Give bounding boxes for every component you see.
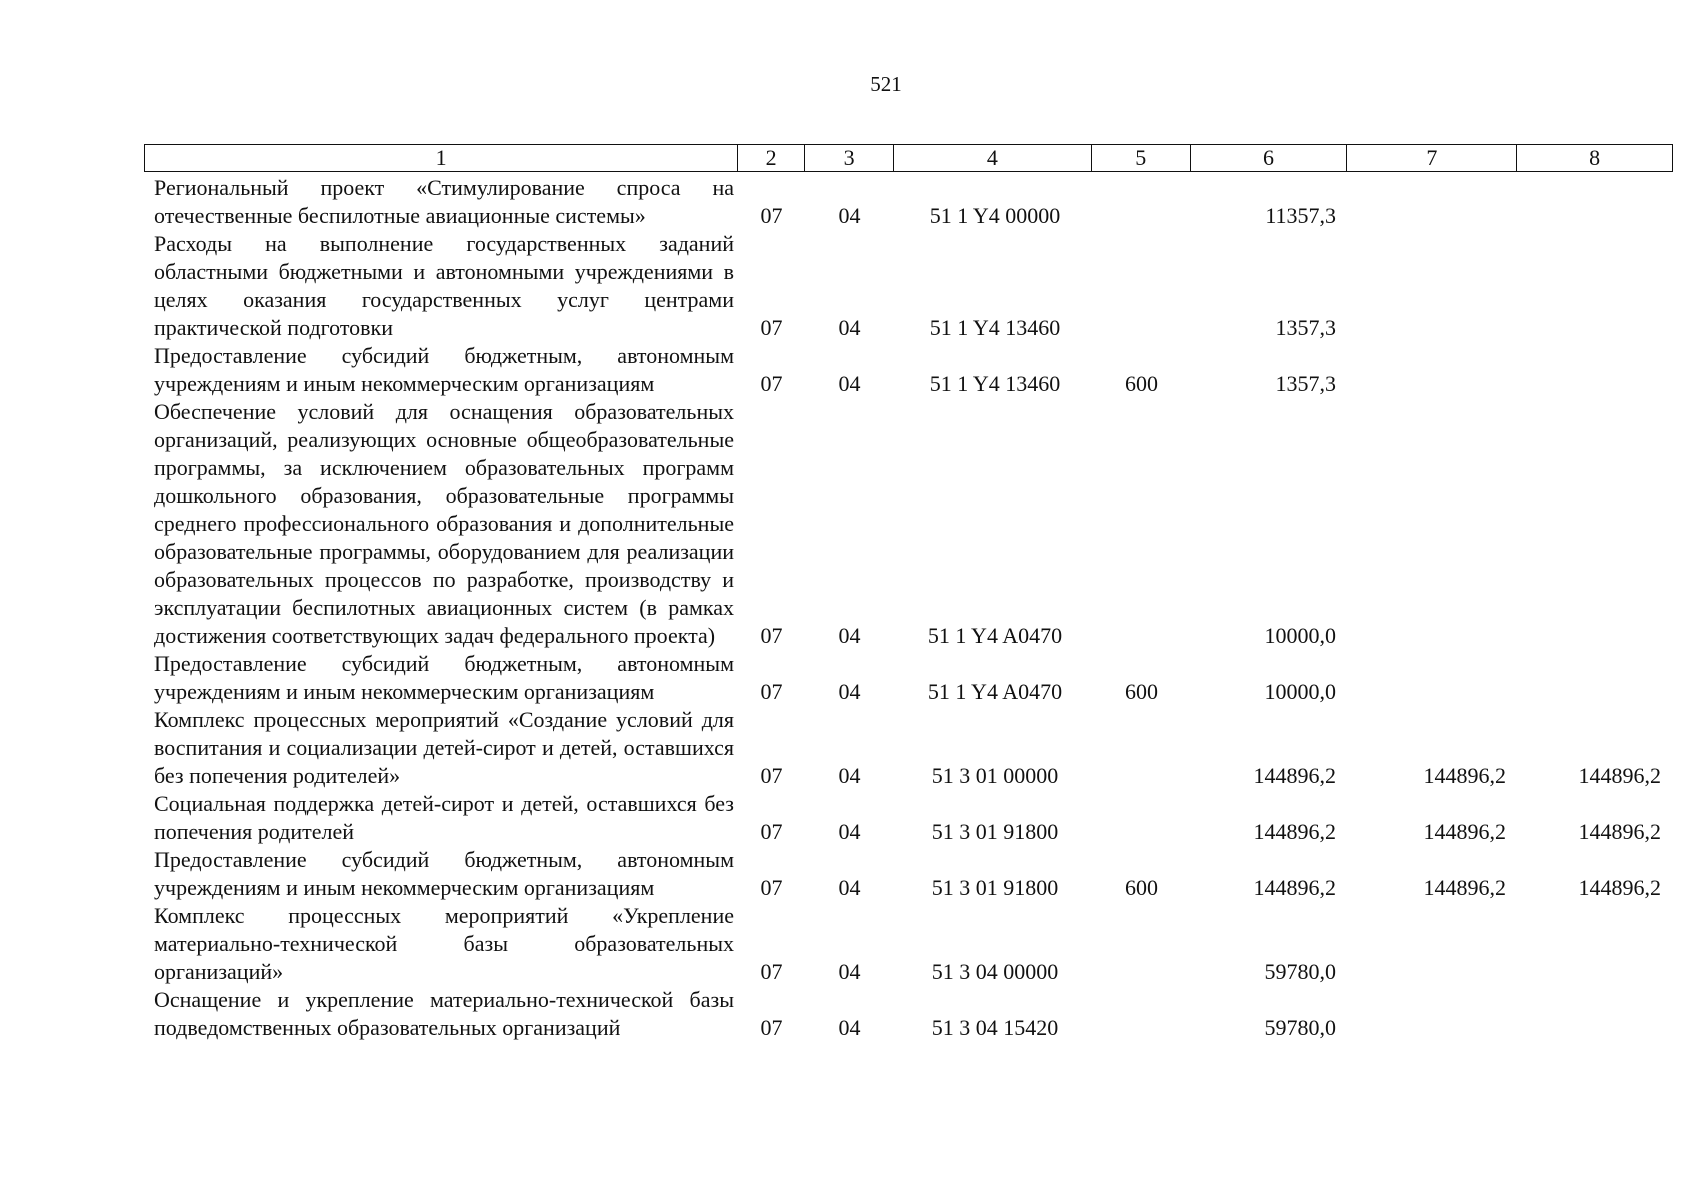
row-amount-6: 10000,0 — [1264, 679, 1336, 704]
row-description: Комплекс процессных мероприятий «Создание условий для воспитания и социализации детей-сирот и детей, оставшихся без попечения родителей» — [154, 707, 734, 788]
row-amount-7: 144896,2 — [1423, 875, 1506, 900]
row-subsection: 04 — [838, 679, 861, 704]
row-subsection: 04 — [838, 1015, 861, 1040]
table-row — [144, 706, 1673, 790]
header-col-4: 4 — [894, 145, 1092, 171]
row-section: 07 — [760, 203, 783, 228]
header-col-3: 3 — [805, 145, 894, 171]
header-col-8: 8 — [1589, 145, 1601, 170]
row-subsection: 04 — [838, 763, 861, 788]
row-subsection: 04 — [838, 623, 861, 648]
row-section: 07 — [760, 315, 783, 340]
header-col-6: 6 — [1191, 145, 1348, 171]
row-section: 07 — [760, 875, 783, 900]
row-target-article: 51 3 04 15420 — [931, 1015, 1059, 1040]
table-header — [144, 144, 1673, 172]
row-amount-6: 144896,2 — [1253, 819, 1336, 844]
row-subsection: 04 — [838, 371, 861, 396]
row-section: 07 — [760, 819, 783, 844]
row-section: 07 — [760, 1015, 783, 1040]
row-target-article: 51 1 Y4 13460 — [929, 371, 1061, 396]
row-target-article: 51 1 Y4 13460 — [929, 315, 1061, 340]
row-amount-8: 144896,2 — [1578, 819, 1661, 844]
header-col-2: 2 — [738, 145, 805, 171]
row-target-article: 51 1 Y4 00000 — [929, 203, 1061, 228]
row-expense-type: 600 — [1125, 875, 1158, 900]
row-description: Предоставление субсидий бюджетным, автономным учреждениям и иным некоммерческим организациям — [154, 651, 734, 704]
table-row — [144, 650, 1673, 706]
row-target-article: 51 1 Y4 A0470 — [927, 623, 1063, 648]
row-section: 07 — [760, 623, 783, 648]
header-col-7: 7 — [1347, 145, 1517, 171]
table-row — [144, 398, 1673, 650]
row-subsection: 04 — [838, 819, 861, 844]
row-amount-6: 144896,2 — [1253, 875, 1336, 900]
table-row — [144, 902, 1673, 986]
row-description: Оснащение и укрепление материально-технической базы подведомственных образовательных организаций — [154, 987, 734, 1040]
table-body — [144, 174, 1673, 1042]
row-section: 07 — [760, 763, 783, 788]
table-row — [144, 230, 1673, 342]
row-description: Предоставление субсидий бюджетным, автономным учреждениям и иным некоммерческим организациям — [154, 343, 734, 396]
row-section: 07 — [760, 371, 783, 396]
page-number: 521 — [870, 72, 902, 96]
row-amount-8: 144896,2 — [1578, 763, 1661, 788]
row-amount-6: 10000,0 — [1264, 623, 1336, 648]
row-target-article: 51 3 01 91800 — [931, 819, 1059, 844]
row-description: Социальная поддержка детей-сирот и детей, оставшихся без попечения родителей — [154, 791, 734, 844]
row-amount-6: 59780,0 — [1264, 1015, 1336, 1040]
row-section: 07 — [760, 959, 783, 984]
row-target-article: 51 1 Y4 A0470 — [927, 679, 1063, 704]
row-expense-type: 600 — [1125, 371, 1158, 396]
row-description: Обеспечение условий для оснащения образовательных организаций, реализующих основные общеобразовательные программы, за исключением образовательных программ дошкольного образования, образовательные программы среднего профессионального образования и дополнительные образовательные программы, оборудованием для реализации образовательных процессов по разработке, производству и эксплуатации беспилотных авиационных систем (в рамках достижения соответствующих задач федерального проекта) — [154, 399, 734, 648]
table-row — [144, 986, 1673, 1042]
header-col-1: 1 — [145, 145, 738, 171]
row-amount-8: 144896,2 — [1578, 875, 1661, 900]
row-amount-6: 11357,3 — [1265, 203, 1336, 228]
table-row — [144, 174, 1673, 230]
row-subsection: 04 — [838, 875, 861, 900]
row-amount-6: 59780,0 — [1264, 959, 1336, 984]
row-expense-type: 600 — [1125, 679, 1158, 704]
row-description: Комплекс процессных мероприятий «Укрепление материально-технической базы образовательных организаций» — [154, 903, 734, 984]
table-row — [144, 846, 1673, 902]
row-target-article: 51 3 01 00000 — [931, 763, 1059, 788]
row-description: Расходы на выполнение государственных заданий областными бюджетными и автономными учреждениями в целях оказания государственных услуг центрами практической подготовки — [154, 231, 734, 340]
row-subsection: 04 — [838, 203, 861, 228]
row-description: Предоставление субсидий бюджетным, автономным учреждениям и иным некоммерческим организациям — [154, 847, 734, 900]
header-col-5: 5 — [1092, 145, 1191, 171]
row-target-article: 51 3 01 91800 — [931, 875, 1059, 900]
row-amount-6: 1357,3 — [1275, 371, 1336, 396]
row-section: 07 — [760, 679, 783, 704]
row-amount-6: 1357,3 — [1275, 315, 1336, 340]
row-subsection: 04 — [838, 315, 861, 340]
table-row — [144, 342, 1673, 398]
row-amount-7: 144896,2 — [1423, 763, 1506, 788]
row-amount-7: 144896,2 — [1423, 819, 1506, 844]
row-amount-6: 144896,2 — [1253, 763, 1336, 788]
table-row — [144, 790, 1673, 846]
row-subsection: 04 — [838, 959, 861, 984]
row-description: Региональный проект «Стимулирование спроса на отечественные беспилотные авиационные системы» — [154, 175, 734, 228]
row-target-article: 51 3 04 00000 — [931, 959, 1059, 984]
